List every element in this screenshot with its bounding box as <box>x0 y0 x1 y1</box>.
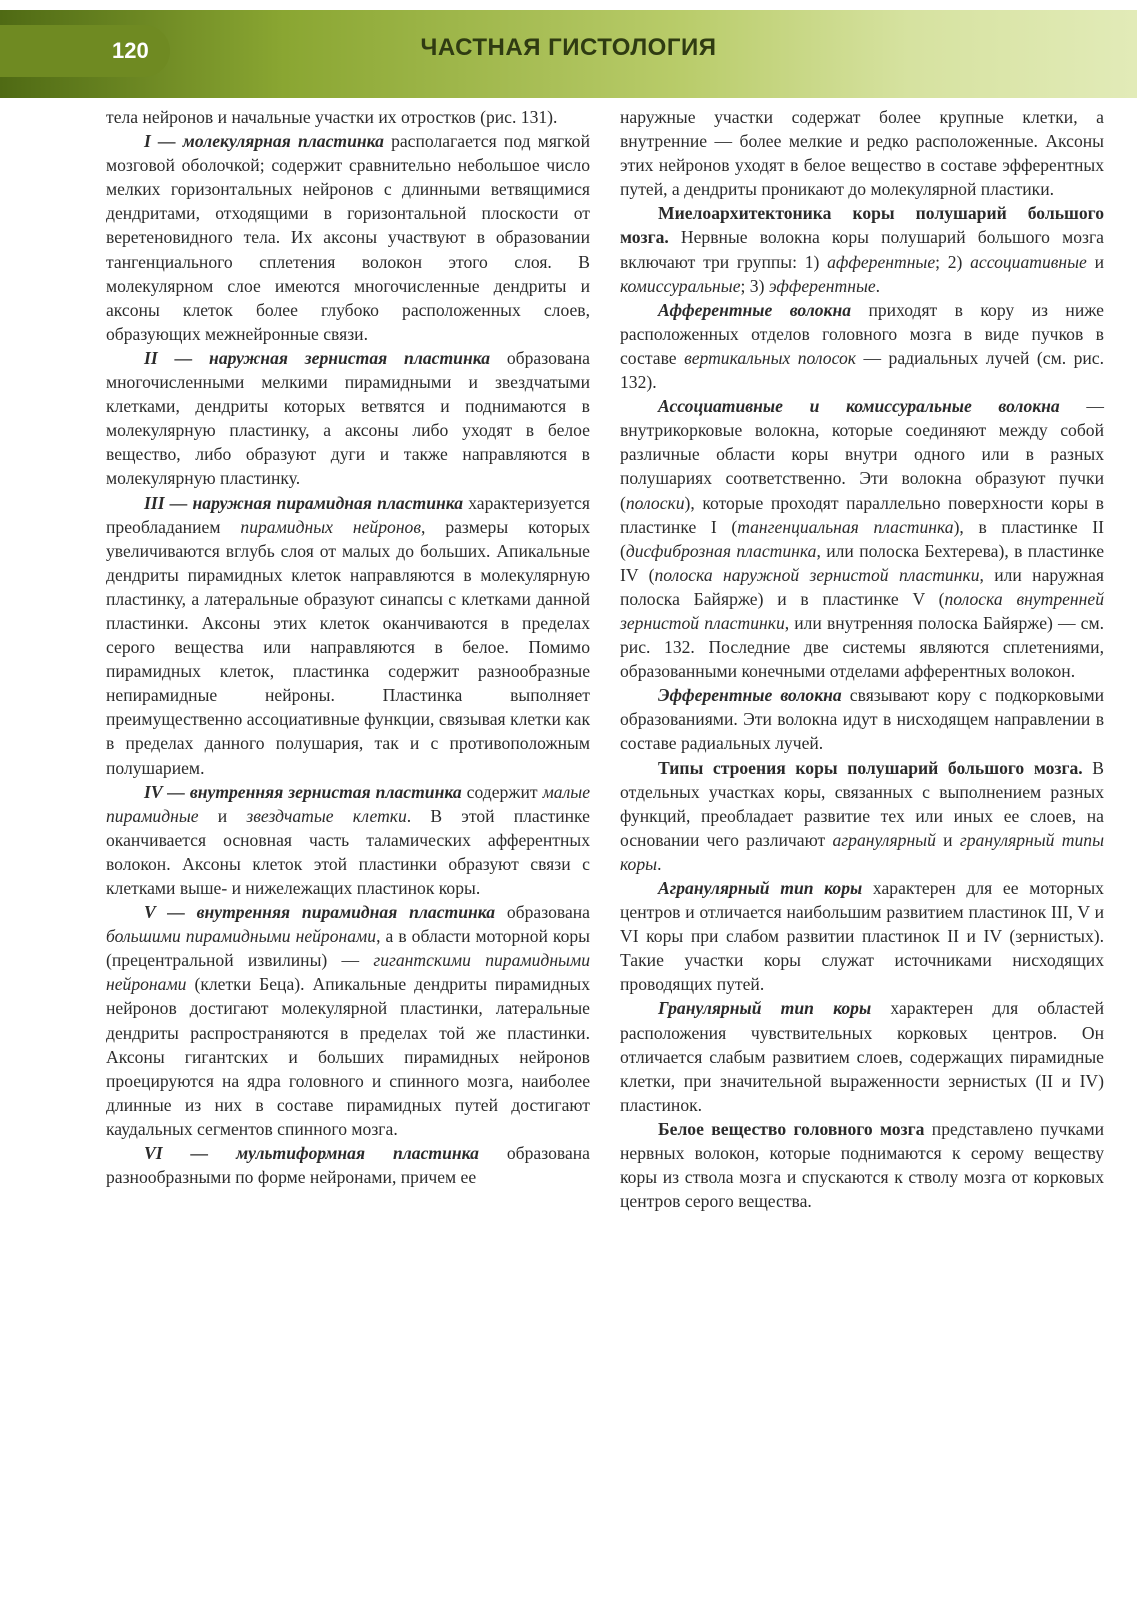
text: ), в пластинке II ( <box>620 516 1104 561</box>
term: IV — внутренняя зернистая пластинка <box>144 781 462 802</box>
text: , или внутренняя полоска Байярже) — см. рис. 132. Последние две системы являются сплетениями, образованными конечными отделами афферентных волокон. <box>620 612 1104 682</box>
paragraph <box>620 876 1104 996</box>
text: характерен для ее моторных центров и отличается наибольшим развитием пластинок III, V и VI коры при слабом развитии пластинок II и IV (зернистых). Такие участки коры служат источниками нисходящих проводящих путей. <box>620 878 1104 995</box>
italic-term: пирамидных нейронов <box>240 516 421 537</box>
section-heading: Белое вещество головного мозга <box>658 1118 925 1139</box>
running-title: ЧАСТНАЯ ГИСТОЛОГИЯ <box>420 34 717 61</box>
text: характеризуется преобладанием <box>106 492 590 537</box>
paragraph: тела нейронов и начальные участки их отростков (рис. 131). <box>106 107 558 127</box>
italic-term: комиссуральные <box>620 275 741 296</box>
text: содержит <box>461 781 543 802</box>
text: , или наружная полоска Байярже) и в пластинке V ( <box>620 564 1105 609</box>
term: Агранулярный тип коры <box>658 878 863 898</box>
text: образована <box>495 902 590 923</box>
text: и <box>198 805 247 826</box>
text: характерен для областей расположения чувствительных корковых центров. Он отличается слабым развитием слоев, содержащих пирамидные клетки, при значительной выраженности зернистых (II и IV) пластинок. <box>620 998 1104 1115</box>
term: Эфферентные волокна <box>658 685 842 706</box>
page-number: 120 <box>0 25 170 77</box>
left-column <box>106 105 590 1189</box>
paragraph <box>106 780 590 900</box>
paragraph: наружные участки содержат более крупные клетки, а внутренние — более мелкие и редко расположенные. Аксоны этих нейронов уходят в белое вещество в составе эфферентных путей, а дендриты проникают до молекулярной пластики. <box>620 107 1104 200</box>
text: . В этой пластинке оканчивается основная часть таламических афферентных волокон. Аксоны клеток этой пластинки образуют связи с клетками выше- и нижележащих пластинок коры. <box>106 805 590 898</box>
text: — внутрикорковые волокна, которые соединяют между собой различные области коры внутри одного или в разных полушариях соответственно. Эти волокна образуют пучки ( <box>620 396 1104 513</box>
section-heading: Типы строения коры полушарий большого мозга. <box>658 757 1083 778</box>
term: Афферентные волокна <box>658 299 852 320</box>
italic-term: звездчатые клетки <box>246 805 407 826</box>
text: , а в области моторной коры (прецентральной извилины) — <box>106 926 591 971</box>
italic-term: полоска наружной зернистой пластинки <box>654 564 980 585</box>
text: ), которые проходят параллельно поверхности коры в пластинке I ( <box>620 492 1104 537</box>
italic-term: гигантскими пирамидными нейронами <box>106 950 590 995</box>
term: III — наружная пирамидная пластинка <box>144 492 464 513</box>
paragraph <box>106 1141 590 1189</box>
text: ; 2) <box>935 251 971 272</box>
italic-term: ассоциативные <box>970 251 1087 272</box>
paragraph <box>106 346 590 491</box>
text: и <box>935 829 960 850</box>
paragraph <box>620 394 1104 683</box>
paragraph <box>620 201 1104 297</box>
italic-term: полоски <box>625 492 685 513</box>
term: I — молекулярная пластинка <box>144 131 384 152</box>
term: Гранулярный тип коры <box>658 998 872 1019</box>
text: — радиальных лучей (см. рис. 132). <box>620 347 1105 393</box>
italic-term: вертикальных полосок <box>684 347 857 368</box>
paragraph <box>620 298 1104 394</box>
italic-term: тангенциальная пластинка <box>737 516 954 537</box>
italic-term: гранулярный типы коры <box>620 829 1104 874</box>
text: и <box>1086 251 1104 272</box>
paragraph <box>620 756 1104 876</box>
paragraph <box>620 996 1104 1116</box>
text: ; 3) <box>740 275 769 296</box>
paragraph <box>620 1117 1104 1213</box>
text: образована разнообразными по форме нейронами, причем ее <box>106 1143 590 1188</box>
paragraph <box>106 491 590 780</box>
italic-term: большими пирамидными нейронами <box>106 926 377 947</box>
text: . <box>875 275 881 296</box>
text: (клетки Беца). Апикальные дендриты пирамидных нейронов достигают молекулярной пластинки, латеральные дендриты распространяются в пределах той же пластинки. Аксоны гигантских и больших пирамидных нейронов проецируются на ядра головного и спинного мозга, наиболее длинные из них в составе пирамидных путей достигают каудальных сегментов спинного мозга. <box>106 974 590 1139</box>
text: приходят в кору из ниже расположенных отделов головного мозга в виде пучков в составе <box>620 299 1104 368</box>
text: располагается под мягкой мозговой оболочкой; содержит сравнительно небольшое число мелких горизонтальных нейронов с длинными ветвящимися дендритами, отходящими в горизонтальной плоскости от веретеновидного тела. Их аксоны участвуют в образовании тангенциального сплетения волокон этого слоя. В молекулярном слое имеются многочисленные дендриты и аксоны клеток более глубоко расположенных слоев, образующих межнейронные связи. <box>106 131 590 344</box>
text: образована многочисленными мелкими пирамидными и звездчатыми клетками, дендриты которых ветвятся и поднимаются в молекулярную пластинку, а аксоны либо уходят в белое вещество, либо образуют дуги и также направляются в молекулярную пластинку. <box>106 347 590 489</box>
term: Ассоциативные и комиссуральные волокна <box>658 396 1060 417</box>
section-heading: Миелоархитектоника коры полушарий большого мозга. <box>620 203 1104 248</box>
paragraph <box>106 900 590 1141</box>
text: , размеры которых увеличиваются вглубь слоя от малых до больших. Апикальные дендриты пирамидных клеток направляются в молекулярную пластинку, а латеральные образуют синапсы с клетками данной пластинки. Аксоны этих клеток оканчиваются в пределах серого вещества или направляются в белое. Помимо пирамидных клеток, пластинка содержит разнообразные непирамидные нейроны. Пластинка выполняет преимущественно ассоциативные функции, связывая клетки как в пределах данного полушария, так и с противоположным полушарием. <box>106 516 590 778</box>
italic-term: эфферентные <box>768 275 876 296</box>
italic-term: дисфиброзная пластинка <box>625 540 817 561</box>
text: В отдельных участках коры, связанных с выполнением разных функций, преобладает развитие тех или иных ее слоев, на основании чего различают <box>620 757 1104 850</box>
term: II — наружная зернистая пластинка <box>144 347 490 368</box>
italic-term: агранулярный <box>832 829 936 850</box>
italic-term: малые пирамидные <box>106 781 590 826</box>
text: , или полоска Бехтерева), в пластинке IV ( <box>620 540 1104 585</box>
text: Нервные волокна коры полушарий большого мозга включают три группы: 1) <box>620 227 1104 272</box>
italic-term: полоска внутренней зернистой пластинки <box>620 588 1104 633</box>
term: VI — мультиформная пластинка <box>144 1143 479 1164</box>
term: V — внутренняя пирамидная пластинка <box>144 902 496 923</box>
text: . <box>657 853 662 874</box>
text: представлено пучками нервных волокон, которые поднимаются к серому веществу коры из ствола мозга и спускаются к стволу мозга от корковых центров серого вещества. <box>620 1118 1104 1212</box>
paragraph <box>620 683 1104 755</box>
paragraph <box>106 129 590 346</box>
italic-term: афферентные <box>827 251 936 272</box>
right-column <box>620 105 1104 1213</box>
text: связывают кору с подкорковыми образованиями. Эти волокна идут в нисходящем направлении в составе радиальных лучей. <box>620 685 1105 754</box>
